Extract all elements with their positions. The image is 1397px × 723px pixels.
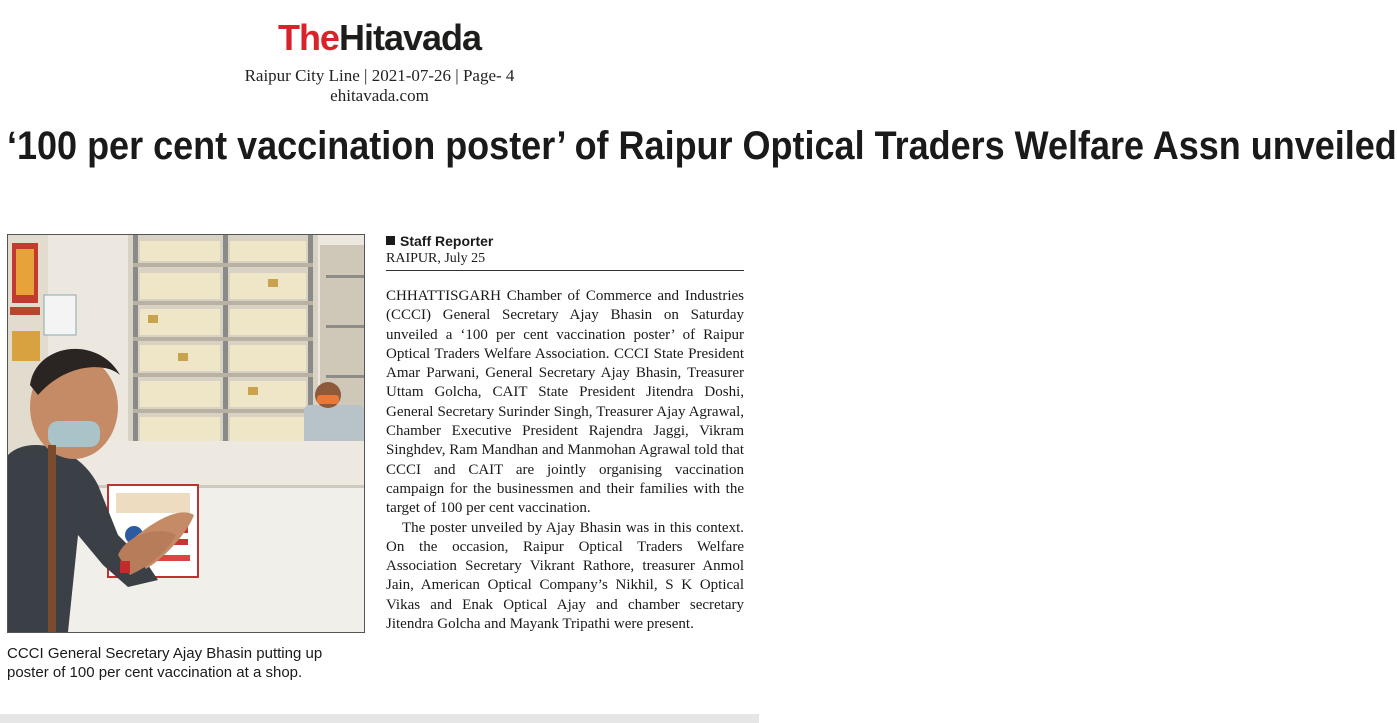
article-headline: ‘100 per cent vaccination poster’ of Raipur Optical Traders Welfare Assn unveiled <box>7 124 1397 168</box>
paragraph: The poster unveiled by Ajay Bhasin was in this context. On the occasion, Raipur Optical Traders Welfare Association Secretary Vikrant Rathore, treasurer Anmol Jain, American Optical Company’s Nikhil, S K Optical Vikas and Enak Optical Ajay and chamber secretary Jitendra Golcha and Mayank Tripathi were present. <box>386 519 744 633</box>
edition-line: Raipur City Line | 2021-07-26 | Page- 4 <box>244 66 515 85</box>
article-body <box>386 287 744 634</box>
edition-name: Raipur City Line <box>244 66 360 85</box>
page-number: Page- 4 <box>462 66 515 85</box>
logo-brand: Hitavada <box>338 17 482 58</box>
logo-the: The <box>277 17 339 58</box>
photo-caption: CCCI General Secretary Ajay Bhasin putting up poster of 100 per cent vaccination at a shop. <box>7 645 323 681</box>
masthead <box>0 18 759 106</box>
dateline: RAIPUR, July 25 <box>386 251 486 266</box>
article-photo <box>7 234 365 633</box>
byline-text: Staff Reporter <box>400 233 494 249</box>
shop-photo-illustration <box>8 235 364 632</box>
site-link[interactable]: ehitavada.com <box>330 86 429 105</box>
byline <box>386 232 744 250</box>
hitavada-logo[interactable] <box>0 18 759 58</box>
edition-date: 2021-07-26 <box>371 66 452 85</box>
page-bottom-band <box>0 714 759 723</box>
divider <box>386 270 744 271</box>
byline-square-icon <box>386 236 395 245</box>
paragraph: CHHATTISGARH Chamber of Commerce and Industries (CCCI) General Secretary Ajay Bhasin on Saturday unveiled a ‘100 per cent vaccination poster’ of Raipur Optical Traders Welfare Association. CCCI State President Amar Parwani, General Secretary Ajay Bhasin, Treasurer Uttam Golcha, CAIT State President Jitendra Doshi, General Secretary Surinder Singh, Treasurer Ajay Agrawal, Chamber Executive President Rajendra Jaggi, Vikram Singhdev, Ram Mandhan and Manmohan Agrawal told that CCCI and CAIT are jointly organising vaccination campaign for the businessmen and their families with the target of 100 per cent vaccination. <box>386 288 744 517</box>
